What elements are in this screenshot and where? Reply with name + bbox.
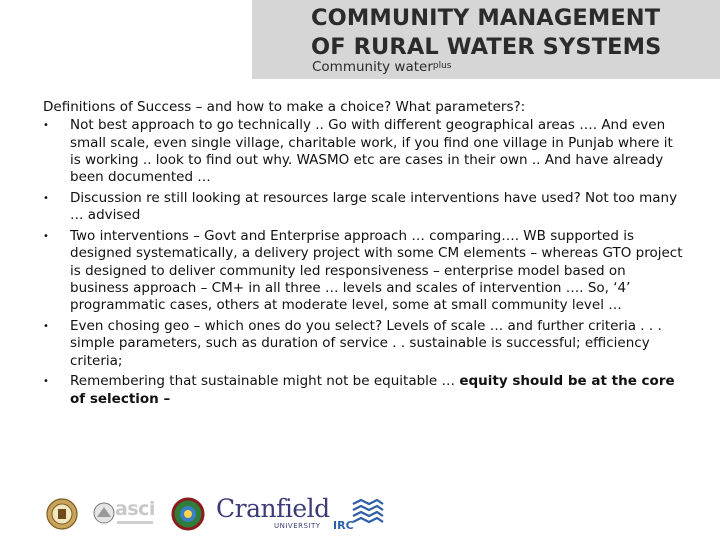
cranfield-logo-text: Cranfield	[216, 494, 330, 523]
globe-logo-icon	[171, 496, 205, 532]
bullet-dot-icon: •	[43, 120, 49, 132]
asci-emblem-icon	[93, 502, 115, 524]
bullet-item	[43, 318, 683, 370]
irc-logo-text: IRC	[333, 519, 354, 532]
footer-logos	[0, 490, 720, 540]
bullet-item	[43, 190, 683, 225]
intro-line: Definitions of Success – and how to make a choice? What parameters?:	[43, 99, 526, 115]
emblem-logo-icon	[46, 498, 78, 530]
bullet-text: Even chosing geo – which ones do you select? Levels of scale … and further criteria . . . simple parameters, such as duration of service . . sustainable is successful; efficiency criteria;	[70, 318, 662, 369]
bullet-text: Discussion re still looking at resources large scale interventions have used? Not too many … advised	[70, 189, 678, 224]
slide-subtitle	[312, 59, 452, 75]
subtitle-text: Community water	[312, 59, 433, 75]
bullet-item	[43, 228, 683, 314]
cranfield-logo	[216, 494, 330, 534]
bullet-item	[43, 117, 683, 186]
bullet-list	[43, 117, 683, 408]
bullet-bold-text: equity should be at the core of selection –	[70, 373, 675, 407]
slide-title	[311, 4, 661, 62]
asci-logo-text: asci	[115, 498, 155, 520]
bullet-dot-icon: •	[43, 231, 49, 243]
subtitle-sup: plus	[432, 61, 452, 71]
bullet-dot-icon: •	[43, 321, 49, 333]
bullet-text: Two interventions – Govt and Enterprise approach … comparing…. WB supported is designed systematically, a delivery project with some CM elements – whereas GTO project is designed to deliver community led responsiveness – enterprise model based on business approach – CM+ in all three … levels and scales of intervention …. So, ‘4’ programmatic cases, others at moderate level, some at small community level …	[70, 228, 683, 314]
title-line-1: COMMUNITY MANAGEMENT	[311, 5, 661, 31]
bullet-text: Remembering that sustainable might not be equitable …	[70, 373, 460, 390]
bullet-dot-icon: •	[43, 192, 49, 204]
title-line-2: OF RURAL WATER SYSTEMS	[311, 34, 662, 60]
irc-logo	[333, 498, 385, 534]
bullet-text: Not best approach to go technically .. Go with different geographical areas …. And even small scale, even single village, charitable work, if you find one village in Punjab where it is working .. look to find out why. WASMO etc are cases in their own .. And have already been documented …	[70, 117, 673, 186]
bullet-dot-icon: •	[43, 376, 49, 388]
irc-waves-icon	[351, 498, 385, 528]
cranfield-subtext: UNIVERSITY	[274, 522, 321, 530]
asci-logo	[93, 500, 157, 528]
asci-underline	[117, 521, 153, 524]
bullet-item	[43, 373, 683, 408]
slide-body	[43, 99, 683, 412]
